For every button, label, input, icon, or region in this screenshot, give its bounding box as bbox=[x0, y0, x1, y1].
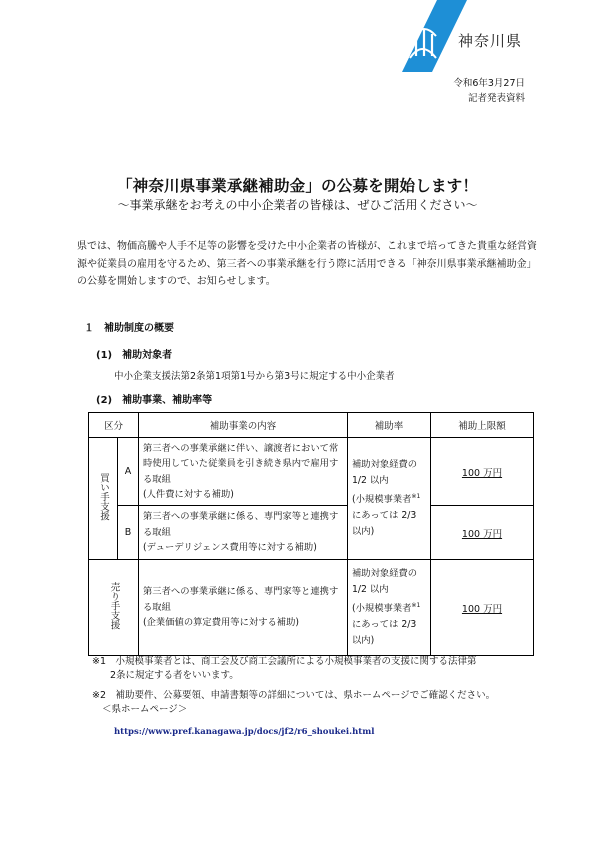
row-max-b bbox=[431, 506, 534, 560]
rate-main: 補助対象経費の 1/2 以内 bbox=[352, 458, 418, 486]
row-content-a bbox=[139, 438, 348, 506]
grant-table bbox=[88, 412, 534, 656]
seller-support-label: 売り手支援 bbox=[108, 582, 120, 630]
rate-small-a: (小規模事業者 bbox=[352, 603, 412, 615]
date-block bbox=[453, 76, 525, 106]
row-sub-b: B bbox=[118, 506, 139, 560]
footnote-1-line-1: ※1 小規模事業者とは、商工会及び商工会議所による小規模事業者の支援に関する法律第 bbox=[92, 656, 477, 667]
max-amount: 100 万円 bbox=[461, 603, 503, 615]
page-title: 「神奈川県事業承継補助金」の公募を開始します！ bbox=[116, 177, 479, 195]
prefecture-name: 神奈川県 bbox=[458, 32, 523, 50]
eligibility-text: 中小企業支援法第2条第1項第1号から第3号に規定する中小企業者 bbox=[114, 371, 395, 382]
row-max-a bbox=[431, 438, 534, 506]
table-header-row bbox=[89, 413, 534, 438]
buyer-support-cell bbox=[89, 438, 118, 560]
max-amount: 100 万円 bbox=[461, 467, 503, 479]
row-max-c bbox=[431, 560, 534, 656]
rate-small-c: にあっては 2/3 以内) bbox=[352, 619, 417, 647]
release-date: 令和6年3月27日 bbox=[453, 78, 525, 89]
rate-cell-seller bbox=[348, 560, 431, 656]
subsection-eligibility-heading: (1) 補助対象者 bbox=[96, 350, 173, 361]
page-subtitle: ～事業承継をお考えの中小企業者の皆様は、ぜひご活用ください～ bbox=[117, 198, 478, 212]
homepage-link[interactable]: https://www.pref.kanagawa.jp/docs/jf2/r6_shoukei.html bbox=[114, 727, 375, 737]
table-row bbox=[89, 560, 534, 656]
rate-small-a: (小規模事業者 bbox=[352, 494, 412, 506]
rate-small bbox=[352, 598, 426, 649]
content-note: (デューデリジェンス費用等に対する補助) bbox=[143, 542, 317, 554]
row-sub-a: A bbox=[118, 438, 139, 506]
header-category: 区分 bbox=[89, 413, 139, 438]
header-content: 補助事業の内容 bbox=[139, 413, 348, 438]
footnote-2 bbox=[92, 689, 495, 717]
buyer-support-label: 買い手支援 bbox=[98, 473, 109, 521]
content-text: 第三者への事業承継に係る、専門家等と連携する取組 bbox=[143, 586, 339, 613]
row-content-b bbox=[139, 506, 348, 560]
document-type: 記者発表資料 bbox=[467, 93, 525, 104]
content-text: 第三者への事業承継に伴い、譲渡者において常時使用していた従業員を引き続き県内で雇用する取組 bbox=[143, 442, 339, 485]
footnote-1-line-2: 2条に規定する者をいいます。 bbox=[110, 670, 239, 681]
content-note: (企業価値の算定費用等に対する補助) bbox=[143, 617, 300, 629]
header-rate: 補助率 bbox=[348, 413, 431, 438]
content-note: (人件費に対する補助) bbox=[143, 489, 234, 500]
rate-small-c: にあっては 2/3 以内) bbox=[352, 510, 417, 538]
rate-footnote-mark: ※1 bbox=[411, 601, 421, 609]
table-row bbox=[89, 438, 534, 506]
content-text: 第三者への事業承継に係る、専門家等と連携する取組 bbox=[143, 511, 339, 538]
table-row bbox=[89, 506, 534, 560]
rate-main: 補助対象経費の 1/2 以内 bbox=[352, 567, 418, 595]
rate-cell-buyer bbox=[348, 438, 431, 560]
row-content-c bbox=[139, 560, 348, 656]
rate-small bbox=[352, 489, 426, 540]
max-amount: 100 万円 bbox=[461, 528, 503, 540]
header-max: 補助上限額 bbox=[431, 413, 534, 438]
rate-footnote-mark: ※1 bbox=[411, 492, 421, 500]
subsection-rates-heading: (2) 補助事業、補助率等 bbox=[96, 395, 213, 406]
seller-support-cell bbox=[89, 560, 139, 656]
footnote-1 bbox=[92, 655, 477, 683]
homepage-label: ＜県ホームページ＞ bbox=[102, 704, 188, 715]
section-heading: １ 補助制度の概要 bbox=[84, 323, 174, 334]
footnote-2-text: ※2 補助要件、公募要領、申請書類等の詳細については、県ホームページでご確認ください。 bbox=[92, 690, 496, 701]
intro-paragraph: 県では、物価高騰や人手不足等の影響を受けた中小企業者の皆様が、これまで培ってきた貴重な経営資源や従業員の雇用を守るため、第三者への事業承継を行う際に活用できる「神奈川県事業承継補助金」の公募を開始しますので、お知らせします。 bbox=[77, 241, 537, 287]
